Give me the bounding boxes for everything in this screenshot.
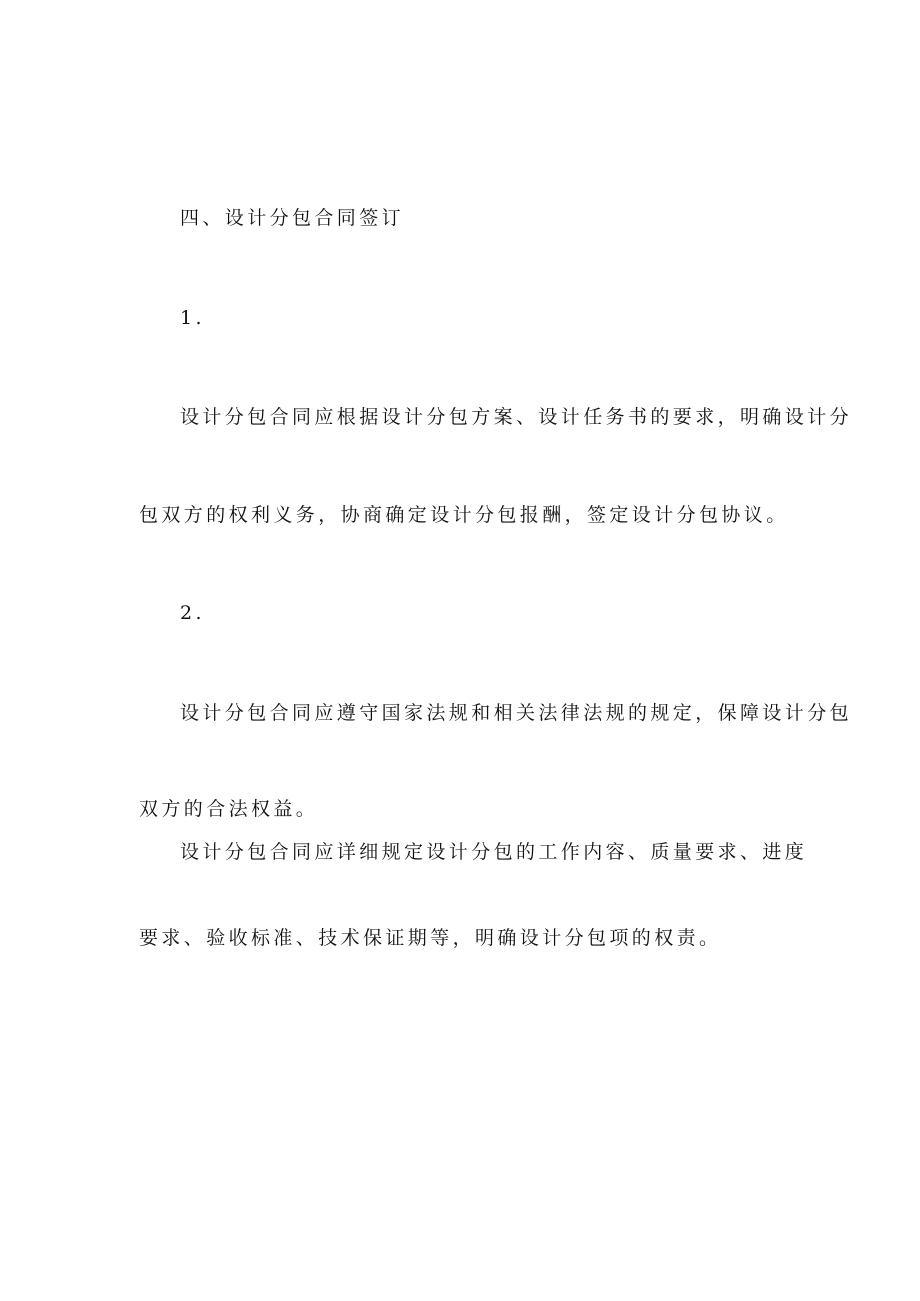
section-heading: 四、设计分包合同签订 bbox=[180, 207, 405, 229]
item-1-paragraph-line-2: 包双方的权利义务，协商确定设计分包报酬，签定设计分包协议。 bbox=[139, 504, 789, 526]
item-2-paragraph-line-4: 要求、验收标准、技术保证期等，明确设计分包项的权责。 bbox=[139, 927, 722, 949]
item-2-paragraph-line-2: 双方的合法权益。 bbox=[139, 798, 319, 820]
item-2-paragraph-line-1: 设计分包合同应遵守国家法规和相关法律法规的规定，保障设计分包 bbox=[180, 702, 853, 724]
item-1-paragraph-line-1: 设计分包合同应根据设计分包方案、设计任务书的要求，明确设计分 bbox=[180, 406, 853, 428]
item-2-paragraph-line-3: 设计分包合同应详细规定设计分包的工作内容、质量要求、进度 bbox=[180, 841, 808, 863]
item-2-number: 2. bbox=[180, 602, 205, 624]
item-1-number: 1. bbox=[180, 307, 205, 329]
